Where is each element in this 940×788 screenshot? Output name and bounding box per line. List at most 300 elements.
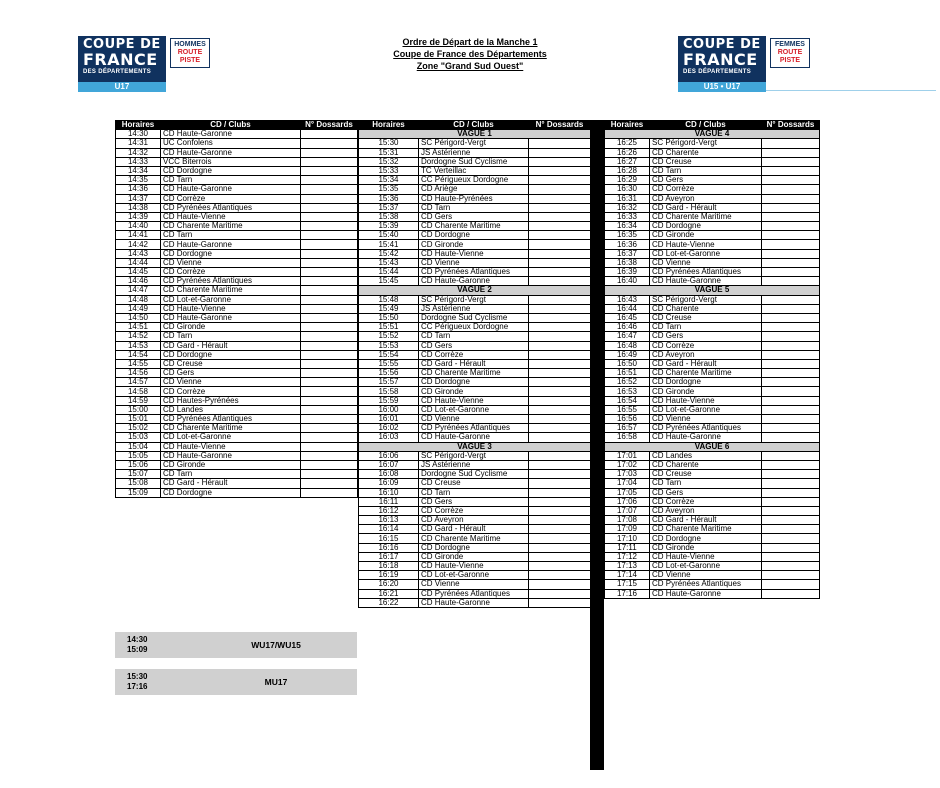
table-row	[359, 277, 591, 286]
bib-number	[762, 323, 820, 332]
start-time: 16:34	[605, 222, 650, 231]
club-name: CD Tarn	[161, 231, 301, 240]
table-row	[116, 323, 358, 332]
bib-number	[529, 249, 591, 258]
bib-number	[301, 139, 358, 148]
club-name: CD Gard - Hérault	[161, 341, 301, 350]
start-time: 17:13	[605, 562, 650, 571]
table-row	[605, 479, 820, 488]
start-time: 14:33	[116, 157, 161, 166]
table-row	[116, 295, 358, 304]
table-row	[605, 525, 820, 534]
bib-number	[301, 166, 358, 175]
bib-number	[762, 580, 820, 589]
start-time: 14:46	[116, 277, 161, 286]
table-row	[359, 166, 591, 175]
start-time: 17:16	[605, 589, 650, 598]
start-time: 14:57	[116, 378, 161, 387]
club-name: CD Lot-et-Garonne	[419, 571, 529, 580]
bib-number	[529, 552, 591, 561]
club-name: CD Creuse	[650, 470, 762, 479]
table-row	[605, 405, 820, 414]
wave-times	[127, 635, 147, 655]
table-row	[359, 240, 591, 249]
table-row	[359, 460, 591, 469]
start-time: 16:27	[605, 157, 650, 166]
club-name: CD Charente	[650, 460, 762, 469]
column-divider	[357, 120, 358, 484]
start-time: 16:03	[359, 433, 419, 442]
table-row	[116, 396, 358, 405]
table-row	[359, 295, 591, 304]
bib-number	[529, 424, 591, 433]
table-row	[116, 470, 358, 479]
bib-number	[762, 479, 820, 488]
table-row	[116, 249, 358, 258]
bib-number	[529, 359, 591, 368]
club-name: CD Gers	[419, 497, 529, 506]
start-time: 14:39	[116, 212, 161, 221]
bib-number	[529, 323, 591, 332]
club-name: CD Gironde	[650, 543, 762, 552]
start-time: 16:31	[605, 194, 650, 203]
club-name: CD Haute-Garonne	[419, 598, 529, 607]
table-row	[116, 139, 358, 148]
bib-number	[301, 222, 358, 231]
table-row	[605, 433, 820, 442]
club-name: CD Haute-Garonne	[650, 433, 762, 442]
bib-number	[762, 295, 820, 304]
bib-number	[529, 433, 591, 442]
club-name: CD Tarn	[419, 203, 529, 212]
table-row	[359, 323, 591, 332]
start-time: 15:53	[359, 341, 419, 350]
club-name: CD Charente Maritime	[419, 369, 529, 378]
club-name: CD Haute-Garonne	[419, 433, 529, 442]
start-time: 16:37	[605, 249, 650, 258]
wave-name: MU17	[264, 677, 288, 687]
bib-number	[762, 387, 820, 396]
start-time: 15:09	[116, 488, 161, 497]
start-time: 16:19	[359, 571, 419, 580]
start-time: 16:47	[605, 332, 650, 341]
bib-number	[301, 341, 358, 350]
club-name: JS Astérienne	[419, 148, 529, 157]
start-time: 17:02	[605, 460, 650, 469]
bib-number	[301, 378, 358, 387]
start-time: 14:35	[116, 176, 161, 185]
club-name: CD Gers	[650, 332, 762, 341]
wave-header-row	[359, 130, 591, 139]
logo-main-block	[78, 36, 166, 82]
bib-number	[529, 525, 591, 534]
club-name: CD Charente Maritime	[419, 534, 529, 543]
club-name: CD Haute-Vienne	[161, 304, 301, 313]
logo-line2: FRANCE	[683, 50, 758, 69]
club-name: CD Haute-Garonne	[161, 148, 301, 157]
start-time: 15:32	[359, 157, 419, 166]
start-time: 16:28	[605, 166, 650, 175]
start-time: 16:17	[359, 552, 419, 561]
table-row	[116, 222, 358, 231]
start-time: 14:52	[116, 332, 161, 341]
club-name: CD Creuse	[650, 157, 762, 166]
table-row	[359, 268, 591, 277]
club-name: CD Hautes-Pyrénées	[161, 396, 301, 405]
table-row	[359, 580, 591, 589]
bib-number	[529, 387, 591, 396]
club-name: CD Dordogne	[419, 543, 529, 552]
start-time: 15:52	[359, 332, 419, 341]
bib-number	[529, 240, 591, 249]
bib-number	[301, 240, 358, 249]
start-time: 16:35	[605, 231, 650, 240]
club-name: CD Haute-Garonne	[650, 589, 762, 598]
start-time: 15:35	[359, 185, 419, 194]
start-time: 16:30	[605, 185, 650, 194]
club-name: CD Pyrénées Atlantiques	[419, 424, 529, 433]
bib-number	[529, 157, 591, 166]
bib-number	[762, 203, 820, 212]
start-time: 16:11	[359, 497, 419, 506]
club-name: CD Charente Maritime	[161, 286, 301, 295]
table-row	[359, 359, 591, 368]
bib-number	[762, 488, 820, 497]
bib-number	[529, 460, 591, 469]
club-name: TC Verteillac	[419, 166, 529, 175]
start-time: 15:51	[359, 323, 419, 332]
bib-number	[301, 313, 358, 322]
start-time: 15:42	[359, 249, 419, 258]
start-time: 17:12	[605, 552, 650, 561]
table-row	[116, 304, 358, 313]
table-row	[359, 470, 591, 479]
bib-number	[529, 148, 591, 157]
start-order-table-1	[115, 120, 358, 498]
bib-number	[529, 341, 591, 350]
bib-number	[301, 130, 358, 139]
start-time: 14:34	[116, 166, 161, 175]
club-name: CD Haute-Garonne	[161, 313, 301, 322]
start-time: 16:46	[605, 323, 650, 332]
club-name: CD Dordogne	[161, 166, 301, 175]
table-row	[116, 442, 358, 451]
start-time: 16:36	[605, 240, 650, 249]
start-time: 17:11	[605, 543, 650, 552]
table-row	[359, 433, 591, 442]
start-time: 16:06	[359, 451, 419, 460]
wave-header-row	[605, 442, 820, 451]
table-row	[359, 451, 591, 460]
start-time: 16:12	[359, 506, 419, 515]
wave-header-row	[359, 286, 591, 295]
table-row	[359, 506, 591, 515]
start-time: 15:08	[116, 479, 161, 488]
table-row	[359, 387, 591, 396]
start-time: 17:03	[605, 470, 650, 479]
start-time: 17:05	[605, 488, 650, 497]
bib-number	[301, 460, 358, 469]
bib-number	[301, 424, 358, 433]
club-name: CD Gironde	[650, 387, 762, 396]
bib-number	[301, 369, 358, 378]
table-row	[359, 479, 591, 488]
table-row	[359, 332, 591, 341]
club-name: SC Périgord-Vergt	[419, 139, 529, 148]
bib-number	[529, 470, 591, 479]
table-row	[359, 249, 591, 258]
club-name: CD Gard - Hérault	[419, 359, 529, 368]
bib-number	[301, 268, 358, 277]
bib-number	[762, 516, 820, 525]
wave-label: VAGUE 3	[359, 442, 591, 451]
table-row	[605, 249, 820, 258]
bib-number	[301, 277, 358, 286]
start-time: 16:18	[359, 562, 419, 571]
bib-number	[301, 415, 358, 424]
start-time: 17:06	[605, 497, 650, 506]
bib-number	[529, 516, 591, 525]
logo-badge	[770, 38, 810, 68]
start-time: 16:09	[359, 479, 419, 488]
start-time: 16:29	[605, 176, 650, 185]
table-row	[359, 424, 591, 433]
start-time: 16:43	[605, 295, 650, 304]
table-row	[605, 552, 820, 561]
table-row	[605, 332, 820, 341]
table-row	[359, 231, 591, 240]
table-row	[116, 157, 358, 166]
club-name: CD Gard - Hérault	[650, 203, 762, 212]
start-time: 15:43	[359, 258, 419, 267]
bib-number	[529, 332, 591, 341]
club-name: CD Corrèze	[161, 268, 301, 277]
club-name: CD Pyrénées Atlantiques	[650, 268, 762, 277]
table-row	[605, 534, 820, 543]
club-name: CD Pyrénées Atlantiques	[161, 203, 301, 212]
start-time: 17:09	[605, 525, 650, 534]
start-time: 14:40	[116, 222, 161, 231]
bib-number	[301, 295, 358, 304]
start-time: 16:58	[605, 433, 650, 442]
table-row	[116, 359, 358, 368]
bib-number	[762, 194, 820, 203]
club-name: CD Lot-et-Garonne	[419, 405, 529, 414]
table-row	[359, 313, 591, 322]
bib-number	[762, 571, 820, 580]
start-time: 15:39	[359, 222, 419, 231]
table-row	[605, 304, 820, 313]
table-row	[116, 176, 358, 185]
bib-number	[762, 525, 820, 534]
table-row	[605, 451, 820, 460]
club-name: CD Haute-Vienne	[650, 240, 762, 249]
start-time: 15:33	[359, 166, 419, 175]
start-time: 14:37	[116, 194, 161, 203]
club-name: JS Astérienne	[419, 304, 529, 313]
column-divider-thick	[590, 120, 604, 770]
club-name: CD Aveyron	[650, 350, 762, 359]
bib-number	[762, 359, 820, 368]
table-row	[116, 350, 358, 359]
start-time: 14:43	[116, 249, 161, 258]
start-time: 15:45	[359, 277, 419, 286]
bib-number	[529, 506, 591, 515]
table-row	[605, 580, 820, 589]
start-time: 16:20	[359, 580, 419, 589]
club-name: CD Tarn	[650, 323, 762, 332]
club-name: CD Gironde	[161, 323, 301, 332]
wave-name: WU17/WU15	[251, 640, 301, 650]
logo-line3: DES DÉPARTEMENTS	[83, 69, 152, 75]
bib-number	[529, 369, 591, 378]
bib-number	[762, 212, 820, 221]
table-row	[359, 516, 591, 525]
start-time: 16:56	[605, 415, 650, 424]
club-name: CD Gers	[161, 369, 301, 378]
start-time: 14:41	[116, 231, 161, 240]
bib-number	[762, 313, 820, 322]
start-order-table-2	[358, 120, 591, 608]
club-name: CD Lot-et-Garonne	[161, 433, 301, 442]
bib-number	[529, 589, 591, 598]
club-name: CD Gironde	[650, 231, 762, 240]
start-time: 16:25	[605, 139, 650, 148]
table-row	[605, 543, 820, 552]
table-row	[116, 212, 358, 221]
club-name: Dordogne Sud Cyclisme	[419, 157, 529, 166]
club-name: CD Landes	[650, 451, 762, 460]
club-name: CD Haute-Garonne	[161, 240, 301, 249]
start-time: 15:07	[116, 470, 161, 479]
start-time: 14:45	[116, 268, 161, 277]
wave-header-row	[605, 286, 820, 295]
club-name: Dordogne Sud Cyclisme	[419, 313, 529, 322]
wave-end: 17:16	[127, 682, 148, 691]
club-name: CD Pyrénées Atlantiques	[650, 580, 762, 589]
start-time: 15:40	[359, 231, 419, 240]
club-name: CD Corrèze	[650, 185, 762, 194]
club-name: CD Charente Maritime	[419, 222, 529, 231]
start-time: 15:59	[359, 396, 419, 405]
start-time: 15:56	[359, 369, 419, 378]
header-clubs: CD / Clubs	[419, 121, 529, 130]
table-row	[359, 552, 591, 561]
bib-number	[301, 359, 358, 368]
logo-hommes	[78, 36, 212, 92]
bib-number	[529, 304, 591, 313]
bib-number	[529, 534, 591, 543]
table-row	[116, 451, 358, 460]
bib-number	[529, 488, 591, 497]
table-row	[605, 212, 820, 221]
bib-number	[762, 543, 820, 552]
table-row	[359, 148, 591, 157]
table-row	[605, 506, 820, 515]
wave-label: VAGUE 1	[359, 130, 591, 139]
table-row	[605, 194, 820, 203]
table-row	[605, 470, 820, 479]
club-name: CD Dordogne	[650, 222, 762, 231]
start-time: 15:41	[359, 240, 419, 249]
table-row	[359, 350, 591, 359]
table-row	[116, 341, 358, 350]
wave-summary-wu17	[115, 632, 357, 658]
header-clubs: CD / Clubs	[161, 121, 301, 130]
club-name: CD Creuse	[161, 359, 301, 368]
club-name: CD Charente Maritime	[161, 222, 301, 231]
bib-number	[529, 571, 591, 580]
start-time: 15:44	[359, 268, 419, 277]
bib-number	[529, 598, 591, 607]
start-time: 16:50	[605, 359, 650, 368]
bib-number	[762, 460, 820, 469]
start-time: 17:04	[605, 479, 650, 488]
club-name: CD Aveyron	[650, 194, 762, 203]
table-row	[605, 176, 820, 185]
bib-number	[762, 378, 820, 387]
club-name: CC Périgueux Dordogne	[419, 176, 529, 185]
table-row	[605, 222, 820, 231]
bib-number	[762, 240, 820, 249]
start-time: 15:49	[359, 304, 419, 313]
start-time: 14:30	[116, 130, 161, 139]
table-row	[359, 369, 591, 378]
bib-number	[762, 231, 820, 240]
start-time: 15:55	[359, 359, 419, 368]
table-row	[605, 268, 820, 277]
club-name: CD Pyrénées Atlantiques	[419, 268, 529, 277]
club-name: CD Haute-Garonne	[161, 451, 301, 460]
bib-number	[762, 222, 820, 231]
table-row	[605, 277, 820, 286]
logo-badge	[170, 38, 210, 68]
club-name: CD Haute-Pyrénées	[419, 194, 529, 203]
table-row	[116, 166, 358, 175]
bib-number	[762, 350, 820, 359]
header-horaires: Horaires	[116, 121, 161, 130]
club-name: SC Périgord-Vergt	[650, 295, 762, 304]
club-name: CD Gironde	[161, 460, 301, 469]
start-time: 16:51	[605, 369, 650, 378]
bib-number	[301, 176, 358, 185]
table-row	[605, 396, 820, 405]
club-name: CD Haute-Vienne	[161, 212, 301, 221]
bib-number	[762, 405, 820, 414]
bib-number	[529, 580, 591, 589]
bib-number	[529, 258, 591, 267]
club-name: CD Dordogne	[161, 488, 301, 497]
table-row	[605, 350, 820, 359]
start-time: 15:31	[359, 148, 419, 157]
bib-number	[529, 194, 591, 203]
club-name: CD Tarn	[650, 479, 762, 488]
wave-times	[127, 672, 147, 692]
table-row	[359, 543, 591, 552]
bib-number	[529, 313, 591, 322]
start-time: 15:34	[359, 176, 419, 185]
table-row	[116, 277, 358, 286]
table-row	[605, 562, 820, 571]
club-name: SC Périgord-Vergt	[419, 451, 529, 460]
start-time: 15:58	[359, 387, 419, 396]
bib-number	[529, 451, 591, 460]
bib-number	[762, 157, 820, 166]
bib-number	[762, 562, 820, 571]
wave-summary-mu17	[115, 669, 357, 695]
start-time: 14:55	[116, 359, 161, 368]
start-time: 15:00	[116, 405, 161, 414]
